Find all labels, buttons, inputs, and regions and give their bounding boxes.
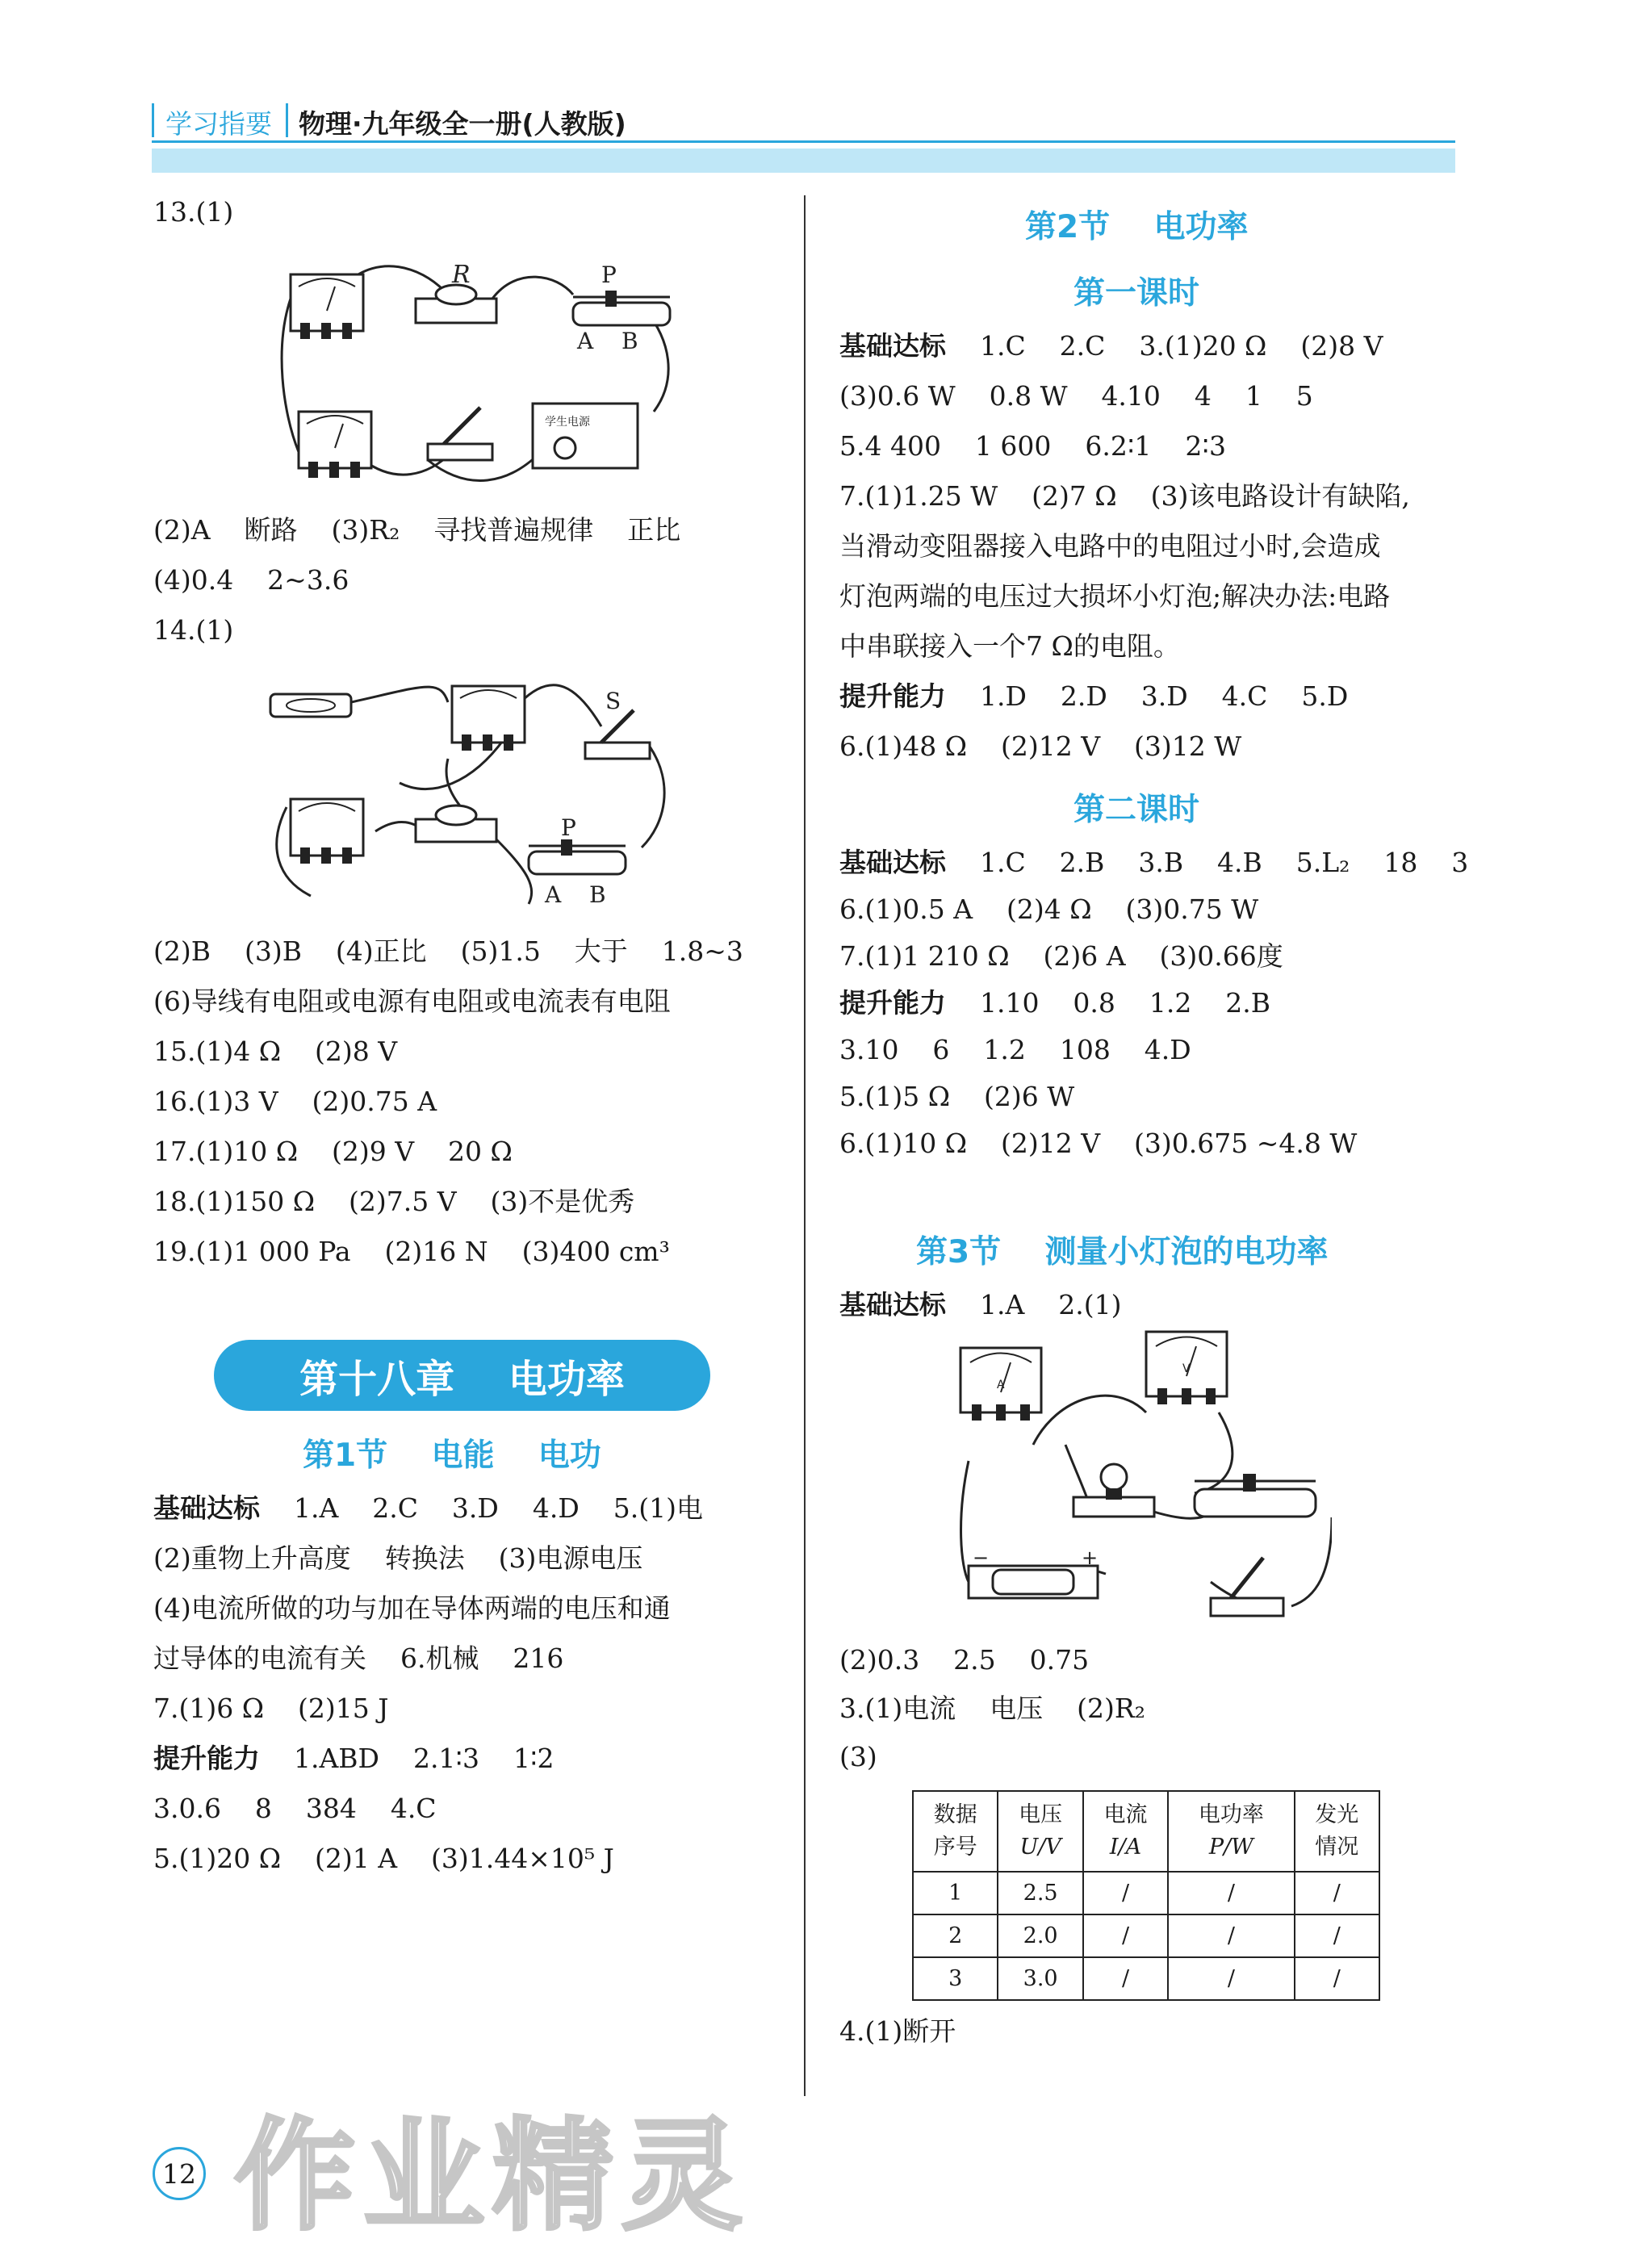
basic-line-5: 7.(1)6 Ω (2)15 J	[153, 1693, 389, 1724]
label-power: 学生电源	[545, 416, 590, 429]
advanced-line-2: 3.0.6 8 384 4.C	[153, 1793, 437, 1824]
switch-icon	[428, 408, 492, 460]
rheostat-icon	[573, 291, 670, 325]
header-bar-left	[152, 103, 154, 137]
section-3-title: 第3节 测量小灯泡的电功率	[916, 1234, 1329, 1270]
voltmeter-icon	[291, 799, 363, 864]
label-B: B	[621, 328, 638, 354]
ammeter-icon	[452, 686, 525, 751]
data-table	[912, 1790, 1380, 2001]
label-S: S	[605, 688, 621, 714]
page-number: 12	[153, 2147, 206, 2200]
circuit-figure-13	[266, 250, 686, 500]
lesson-1-title: 第一课时	[1073, 275, 1200, 312]
s3-line-2: (2)0.3 2.5 0.75	[839, 1644, 1090, 1676]
r-basic-line-5: 当滑动变阻器接入电路中的电阻过小时,会造成	[839, 530, 1381, 562]
watermark: 作业精灵	[234, 2107, 751, 2247]
l2-basic-line-3: 7.(1)1 210 Ω (2)6 A (3)0.66度	[839, 940, 1283, 972]
r-basic-line-2: (3)0.6 W 0.8 W 4.10 4 1 5	[839, 380, 1313, 412]
advanced-line-1: 提升能力 1.ABD 2.1∶3 1∶2	[153, 1743, 555, 1774]
r-basic-line-6: 灯泡两端的电压过大损坏小灯泡;解决办法:电路	[839, 580, 1391, 612]
column-divider	[804, 195, 806, 2096]
voltmeter-icon	[291, 274, 363, 339]
label-A: A	[577, 328, 594, 354]
section-1-title: 第1节 电能 电功	[303, 1437, 601, 1474]
label-R: R	[452, 261, 471, 289]
r-basic-line-1: 基础达标 1.C 2.C 3.(1)20 Ω (2)8 V	[839, 330, 1383, 362]
l2-advanced-line-3: 5.(1)5 Ω (2)6 W	[839, 1081, 1075, 1112]
label-P: P	[561, 814, 576, 841]
table-header-cell: 电功率 P/W	[1168, 1791, 1294, 1872]
q13-part2: (2)A 断路 (3)R₂ 寻找普遍规律 正比	[153, 514, 681, 546]
l2-advanced-line-1: 提升能力 1.10 0.8 1.2 2.B	[839, 987, 1271, 1019]
header-band	[152, 149, 1455, 173]
section-2-title: 第2节 电功率	[1025, 209, 1249, 245]
table-row: 2 2.0 / / /	[913, 1914, 1379, 1957]
r-advanced-line-1: 提升能力 1.D 2.D 3.D 4.C 5.D	[839, 680, 1349, 712]
chapter-title: 第十八章 电功率	[214, 1340, 710, 1411]
rheostat-icon	[529, 839, 626, 874]
circuit-figure-bulb	[952, 1324, 1332, 1630]
lesson-2-title: 第二课时	[1073, 792, 1200, 828]
q19: 19.(1)1 000 Pa (2)16 N (3)400 cm³	[153, 1236, 670, 1267]
q13-part4: (4)0.4 2~3.6	[153, 564, 349, 596]
table-header-row	[913, 1791, 1379, 1872]
q17: 17.(1)10 Ω (2)9 V 20 Ω	[153, 1136, 513, 1167]
label-voltmeter: V	[1182, 1362, 1191, 1375]
advanced-line-3: 5.(1)20 Ω (2)1 A (3)1.44×10⁵ J	[153, 1843, 614, 1874]
q14-part6: (6)导线有电阻或电源有电阻或电流表有电阻	[153, 985, 671, 1017]
q16: 16.(1)3 V (2)0.75 A	[153, 1086, 437, 1117]
l2-advanced-line-4: 6.(1)10 Ω (2)12 V (3)0.675 ~4.8 W	[839, 1128, 1358, 1159]
bulb-icon	[1073, 1464, 1154, 1517]
table-header-cell: 数据 序号	[913, 1791, 998, 1872]
table-header-cell: 电压 U/V	[998, 1791, 1082, 1872]
header-brand: 学习指要	[165, 108, 272, 140]
basic-line-2: (2)重物上升高度 转换法 (3)电源电压	[153, 1542, 643, 1574]
table-header-cell: 发光 情况	[1295, 1791, 1379, 1872]
header-book-title: 物理·九年级全一册(人教版)	[299, 108, 626, 140]
q13-part1: 13.(1)	[153, 196, 234, 228]
header-rule	[152, 140, 1455, 143]
basic-line-3: (4)电流所做的功与加在导体两端的电压和通	[153, 1592, 671, 1624]
q18: 18.(1)150 Ω (2)7.5 V (3)不是优秀	[153, 1186, 635, 1217]
q14-part2: (2)B (3)B (4)正比 (5)1.5 大于 1.8~3	[153, 935, 743, 967]
l2-basic-line-1: 基础达标 1.C 2.B 3.B 4.B 5.L₂ 18 3	[839, 847, 1469, 878]
r-advanced-line-2: 6.(1)48 Ω (2)12 V (3)12 W	[839, 730, 1242, 762]
svg-text:−: −	[973, 1546, 990, 1569]
table-row: 1 2.5 / / /	[913, 1872, 1379, 1914]
s3-line-3: 3.(1)电流 电压 (2)R₂	[839, 1693, 1145, 1724]
s3-line-4: (3)	[839, 1741, 877, 1772]
battery-icon	[270, 694, 351, 717]
l2-basic-line-2: 6.(1)0.5 A (2)4 Ω (3)0.75 W	[839, 893, 1259, 925]
r-basic-line-4: 7.(1)1.25 W (2)7 Ω (3)该电路设计有缺陷,	[839, 480, 1410, 512]
label-ammeter: A	[997, 1379, 1005, 1391]
rheostat-icon	[1195, 1474, 1316, 1517]
ammeter-icon	[299, 412, 371, 478]
table-row: 3 3.0 / / /	[913, 1957, 1379, 2000]
q15: 15.(1)4 Ω (2)8 V	[153, 1036, 398, 1067]
power-supply-icon	[533, 404, 638, 468]
battery-icon	[969, 1546, 1098, 1598]
r-basic-line-7: 中串联接入一个7 Ω的电阻。	[839, 630, 1180, 662]
switch-icon	[1211, 1558, 1283, 1616]
basic-line-1: 基础达标 1.A 2.C 3.D 4.D 5.(1)电	[153, 1492, 703, 1524]
label-A: A	[545, 881, 562, 908]
s3-line-5: 4.(1)断开	[839, 2015, 956, 2047]
l2-advanced-line-2: 3.10 6 1.2 108 4.D	[839, 1034, 1191, 1065]
circuit-figure-14	[262, 670, 682, 912]
svg-text:+: +	[1082, 1546, 1099, 1569]
resistor-icon	[416, 285, 496, 323]
label-B: B	[589, 881, 606, 908]
basic-line-4: 过导体的电流有关 6.机械 216	[153, 1642, 564, 1674]
s3-basic-line-1: 基础达标 1.A 2.(1)	[839, 1289, 1122, 1320]
header-bar-mid	[286, 103, 288, 137]
resistor-icon	[416, 806, 496, 842]
r-basic-line-3: 5.4 400 1 600 6.2∶1 2∶3	[839, 430, 1226, 462]
table-header-cell: 电流 I/A	[1083, 1791, 1168, 1872]
label-P: P	[601, 262, 617, 288]
q14-part1: 14.(1)	[153, 614, 234, 646]
